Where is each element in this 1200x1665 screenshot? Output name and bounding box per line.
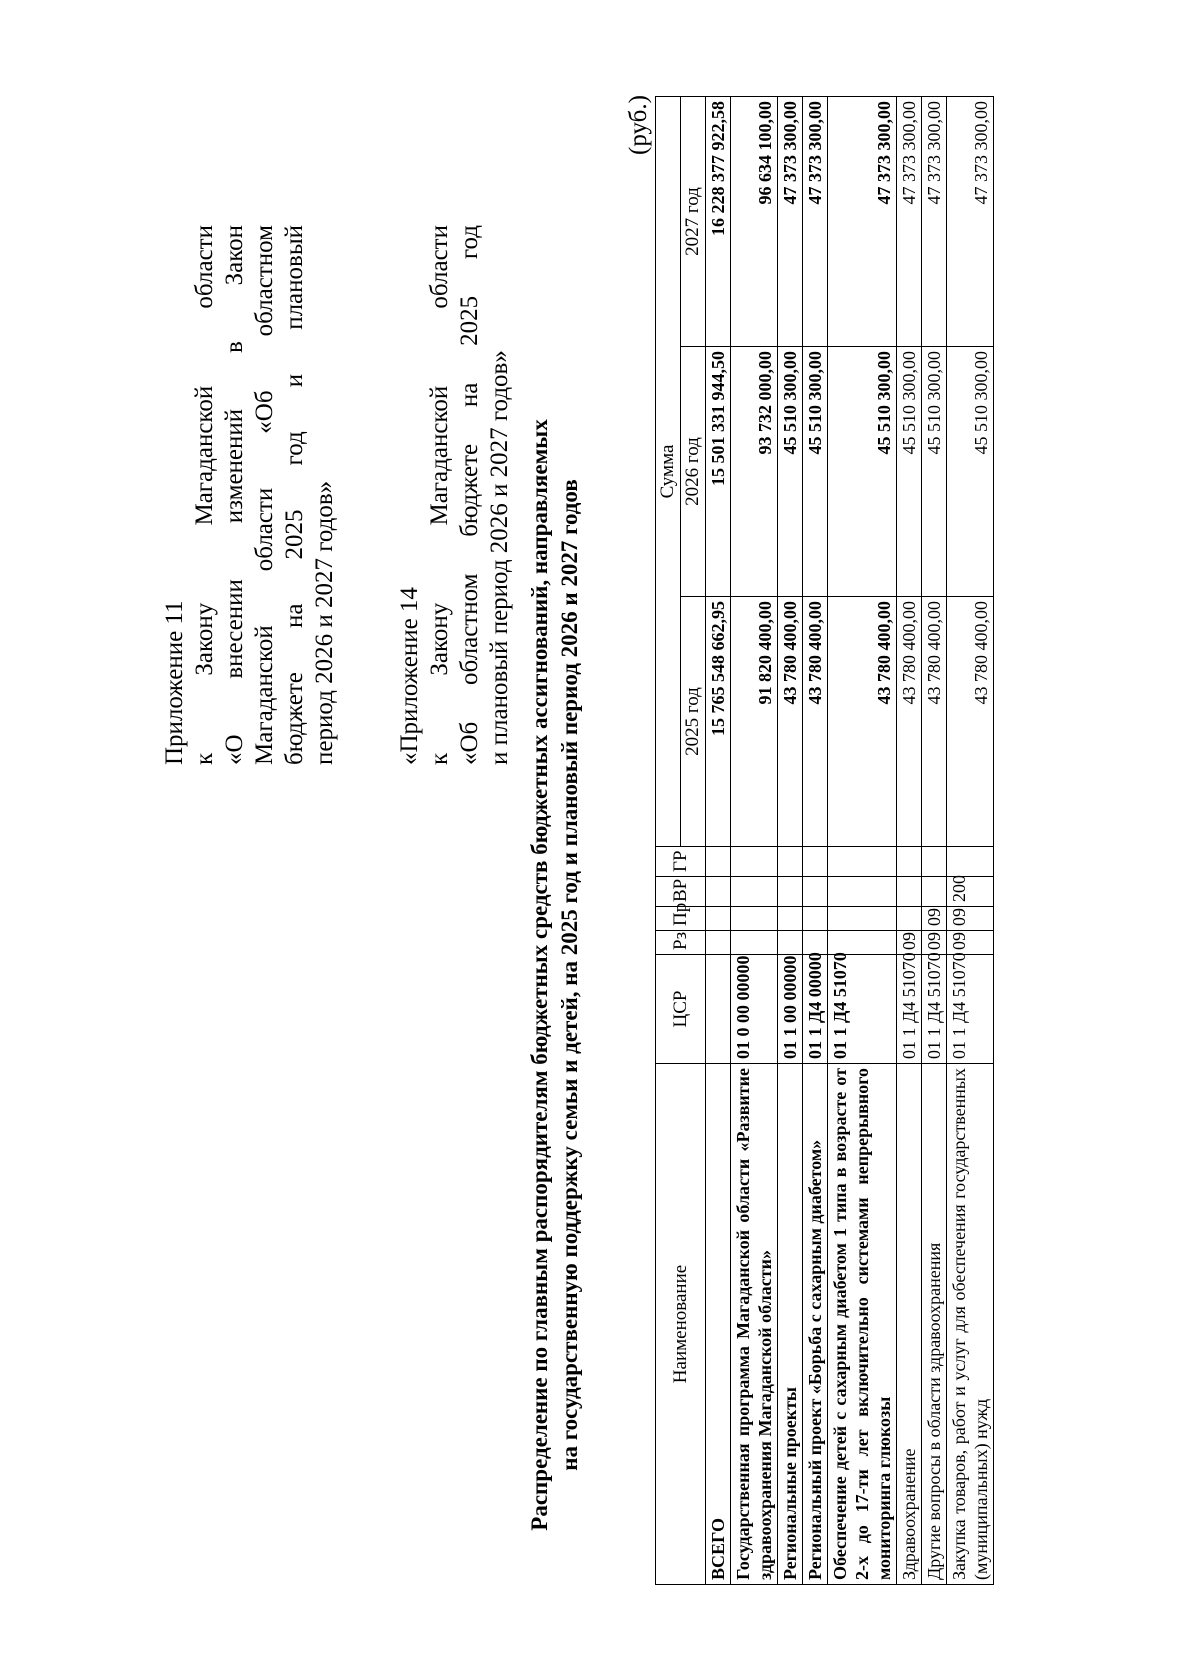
table-row — [731, 97, 778, 1585]
cell-name: ВСЕГО — [706, 1064, 731, 1585]
header-year-2026: 2026 год — [681, 347, 706, 597]
cell-amount-2026: 15 501 331 944,50 — [706, 347, 731, 597]
cell-pr — [706, 907, 731, 931]
cell-gr — [828, 847, 897, 877]
table-row — [803, 97, 828, 1585]
cell-amount-2027: 47 373 300,00 — [922, 97, 947, 347]
cell-amount-2026: 45 510 300,00 — [947, 347, 994, 597]
cell-amount-2025: 43 780 400,00 — [922, 597, 947, 847]
appendix-14-line: к Закону Магаданской области — [426, 225, 453, 765]
header-pr: Пр — [656, 907, 706, 931]
cell-amount-2026: 45 510 300,00 — [897, 347, 922, 597]
table-row — [778, 97, 803, 1585]
cell-gr — [706, 847, 731, 877]
cell-rz — [803, 931, 828, 955]
cell-pr: 09 — [947, 907, 994, 931]
appendix-14-line: и плановый период 2026 и 2027 годов» — [486, 350, 513, 765]
cell-gr — [897, 847, 922, 877]
appendix-11-heading: Приложение 11 — [161, 600, 188, 765]
cell-name: Региональные проекты — [778, 1064, 803, 1585]
cell-rz — [828, 931, 897, 955]
cell-rz — [778, 931, 803, 955]
cell-csr: 01 1 Д4 51070 — [922, 955, 947, 1064]
cell-amount-2025: 43 780 400,00 — [947, 597, 994, 847]
cell-amount-2027: 47 373 300,00 — [828, 97, 897, 347]
cell-gr — [778, 847, 803, 877]
appendix-14-line: «Об областном бюджете на 2025 год — [456, 225, 483, 765]
cell-amount-2027: 47 373 300,00 — [947, 97, 994, 347]
table-row — [706, 97, 731, 1585]
cell-amount-2027: 47 373 300,00 — [778, 97, 803, 347]
unit-label: (руб.) — [625, 95, 652, 155]
header-csr: ЦСР — [656, 955, 706, 1064]
cell-csr: 01 1 Д4 51070 — [897, 955, 922, 1064]
appendix-14-heading: «Приложение 14 — [396, 587, 423, 765]
budget-table-body — [706, 97, 994, 1585]
cell-csr — [706, 955, 731, 1064]
cell-amount-2025: 43 780 400,00 — [803, 597, 828, 847]
header-year-2025: 2025 год — [681, 597, 706, 847]
cell-amount-2026: 45 510 300,00 — [778, 347, 803, 597]
cell-pr — [778, 907, 803, 931]
cell-gr — [803, 847, 828, 877]
cell-rz: 09 — [922, 931, 947, 955]
budget-table — [655, 96, 994, 1585]
cell-vr — [778, 877, 803, 907]
cell-name: Обеспечение детей с сахарным диабетом 1 типа в возрасте от 2-х до 17-ти лет включительно системами непрерывного мониторинга глюкозы — [828, 1064, 897, 1585]
cell-amount-2026: 93 732 000,00 — [731, 347, 778, 597]
document-title-line: на государственную поддержку семьи и детей, на 2025 год и плановый период 2026 и 2027 годов — [557, 479, 582, 1471]
cell-csr: 01 1 Д4 51070 — [947, 955, 994, 1064]
cell-rz: 09 — [897, 931, 922, 955]
cell-amount-2026: 45 510 300,00 — [922, 347, 947, 597]
cell-gr — [922, 847, 947, 877]
cell-amount-2025: 43 780 400,00 — [897, 597, 922, 847]
cell-gr — [731, 847, 778, 877]
cell-amount-2025: 91 820 400,00 — [731, 597, 778, 847]
header-gr: ГР — [656, 847, 706, 877]
table-row — [897, 97, 922, 1585]
appendix-11-line: период 2026 и 2027 годов» — [311, 480, 338, 765]
cell-pr — [828, 907, 897, 931]
cell-pr: 09 — [922, 907, 947, 931]
cell-amount-2026: 45 510 300,00 — [803, 347, 828, 597]
cell-csr: 01 1 00 00000 — [778, 955, 803, 1064]
appendix-14-block — [395, 225, 515, 765]
cell-vr — [922, 877, 947, 907]
header-sum: Сумма — [656, 97, 681, 847]
cell-vr — [803, 877, 828, 907]
cell-csr: 01 0 00 00000 — [731, 955, 778, 1064]
cell-amount-2025: 43 780 400,00 — [778, 597, 803, 847]
cell-pr — [897, 907, 922, 931]
header-vr: ВР — [656, 877, 706, 907]
document-title-line: Распределение по главным распорядителям бюджетных средств бюджетных ассигнований, направляемых — [527, 419, 552, 1531]
appendix-11-line: бюджете на 2025 год и плановый — [281, 225, 308, 765]
table-row — [947, 97, 994, 1585]
cell-name: Другие вопросы в области здравоохранения — [922, 1064, 947, 1585]
cell-vr — [731, 877, 778, 907]
cell-csr: 01 1 Д4 51070 — [828, 955, 897, 1064]
cell-name: Здравоохранение — [897, 1064, 922, 1585]
cell-vr — [897, 877, 922, 907]
cell-vr: 200 — [947, 877, 994, 907]
cell-amount-2025: 43 780 400,00 — [828, 597, 897, 847]
cell-rz — [706, 931, 731, 955]
document-title — [525, 375, 585, 1575]
cell-csr: 01 1 Д4 00000 — [803, 955, 828, 1064]
table-row — [922, 97, 947, 1585]
cell-vr — [706, 877, 731, 907]
header-name: Наименование — [656, 1064, 706, 1585]
cell-name: Закупка товаров, работ и услуг для обеспечения государственных (муниципальных) нужд — [947, 1064, 994, 1585]
cell-amount-2027: 16 228 377 922,58 — [706, 97, 731, 347]
appendix-11-block — [160, 225, 340, 765]
header-rz: Рз — [656, 931, 706, 955]
appendix-11-line: «О внесении изменений в Закон — [221, 225, 248, 765]
appendix-11-line: Магаданской области «Об областном — [251, 225, 278, 765]
cell-name: Региональный проект «Борьба с сахарным диабетом» — [803, 1064, 828, 1585]
table-row — [828, 97, 897, 1585]
cell-vr — [828, 877, 897, 907]
cell-rz — [731, 931, 778, 955]
cell-amount-2027: 47 373 300,00 — [897, 97, 922, 347]
header-year-2027: 2027 год — [681, 97, 706, 347]
cell-pr — [803, 907, 828, 931]
cell-gr — [947, 847, 994, 877]
cell-amount-2027: 47 373 300,00 — [803, 97, 828, 347]
cell-name: Государственная программа Магаданской области «Развитие здравоохранения Магаданской области» — [731, 1064, 778, 1585]
cell-amount-2025: 15 765 548 662,95 — [706, 597, 731, 847]
cell-amount-2027: 96 634 100,00 — [731, 97, 778, 347]
appendix-11-line: к Закону Магаданской области — [191, 225, 218, 765]
cell-amount-2026: 45 510 300,00 — [828, 347, 897, 597]
cell-pr — [731, 907, 778, 931]
cell-rz: 09 — [947, 931, 994, 955]
